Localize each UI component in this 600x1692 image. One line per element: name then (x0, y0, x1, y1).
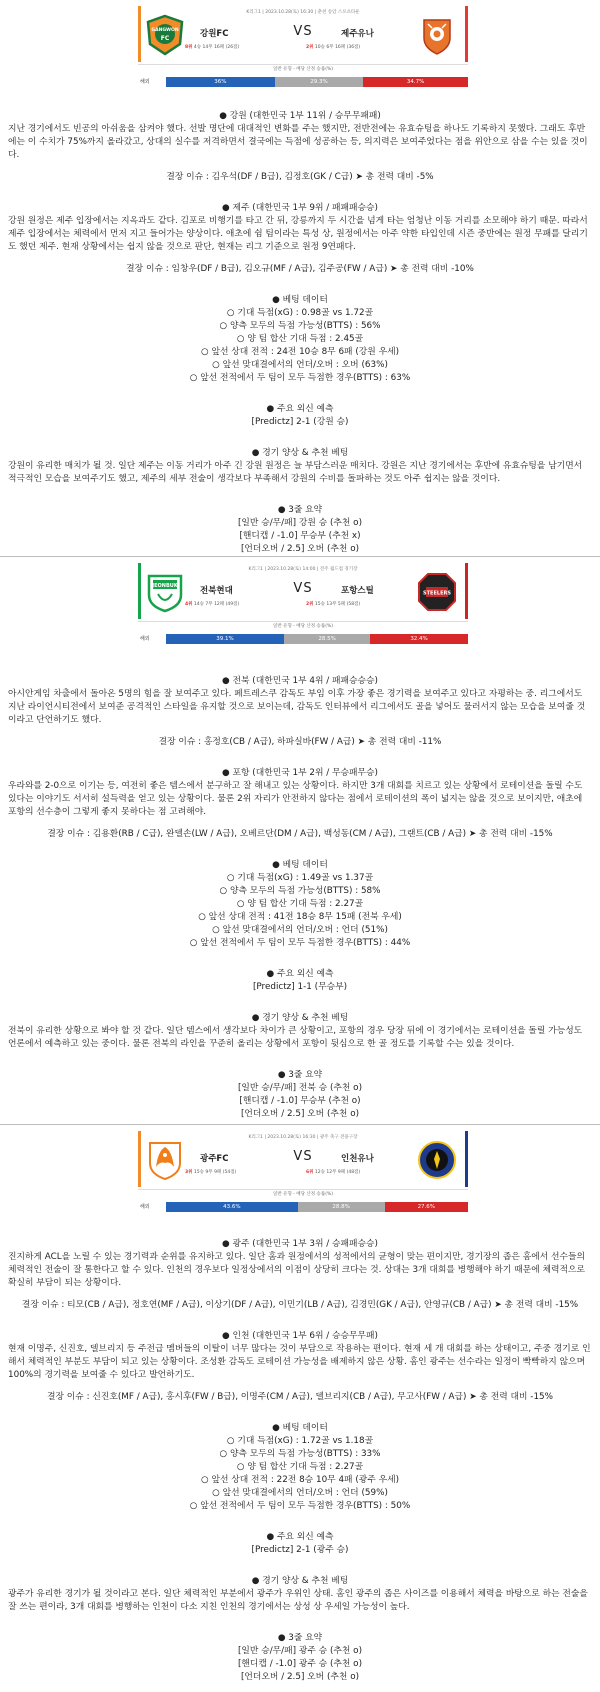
svg-text:STEELERS: STEELERS (423, 590, 451, 597)
draw-prob: 28.5% (284, 634, 370, 644)
jeju-logo-icon (416, 14, 458, 56)
prob-bars (166, 1202, 468, 1212)
jeonbuk-logo-icon (144, 571, 186, 613)
analysis-title: ● 경기 양상 & 추천 베팅 (251, 1013, 349, 1023)
svg-text:GANGWON: GANGWON (151, 28, 179, 33)
prediction-value: [Predictz] 2-1 (광주 승) (251, 1545, 349, 1555)
betting-item: ○ 양 팀 합산 기대 득점 : 2.27골 (236, 899, 364, 909)
away-title: ● 인천 (대한민국 1부 6위 / 승승무무패) (222, 1331, 378, 1341)
vs-label: VS (293, 1149, 313, 1164)
home-text: 진지하게 ACL을 노릴 수 있는 경기력과 순위를 유지하고 있다. 일단 홈과 원정에서의 성적에서의 균형이 맞는 편이지만, 경기장의 좁은 홈에서 선수들의 체력적인 전술이 잘 통한다고 할 수 있다. 인천의 경우보다 일정상에서의 이점이 상당히 크다는 것. 상대는 3개 대회를 병행해야 하기 때문에 체력적으로 확실히 부담이 되는 상황이다. (8, 1252, 586, 1288)
summary-item: [일반 승/무/패] 전북 승 (추천 o) (238, 1083, 362, 1093)
home-prob: 43.6% (166, 1202, 298, 1212)
home-prob: 39.1% (166, 634, 284, 644)
pohang-logo-icon (416, 571, 458, 613)
away-key-issue: 결장 이슈 : 김용환(RB / C급), 완델손(LW / A급), 오베르단(DM / A급), 백성동(CM / A급), 그랜트(CB / A급) ➤ 총 전력 대비 -15% (47, 829, 553, 839)
rate-header: 일반 유형 - 배당 산정 승률(%) (138, 621, 468, 629)
betting-item: ○ 기대 득점(xG) : 1.49골 vs 1.37골 (226, 873, 374, 883)
home-key-issue: 결장 이슈 : 김우석(DF / B급), 김정호(GK / C급) ➤ 총 전력 대비 -5% (166, 172, 434, 182)
prediction-value: [Predictz] 1-1 (무승부) (252, 982, 348, 992)
analysis-body: 광주가 유리한 경기가 될 것이라고 본다. 일단 체력적인 부분에서 광주가 우위인 상태. 홈인 광주의 좁은 사이즈를 이용해서 체력을 바탕으로 하는 전술을 잘 쓰는 편이라, 3개 대회를 병행하는 인천이 다소 지친 인천의 경기에서는 상성 상 우세일 가능성이 높다. (8, 1589, 588, 1612)
analysis-title: ● 경기 양상 & 추천 베팅 (251, 1576, 349, 1586)
away-team-name: 제주유나 (341, 29, 374, 39)
away-prob: 32.4% (370, 634, 468, 644)
svg-text:JEONBUK: JEONBUK (152, 583, 178, 589)
betting-title: ● 베팅 데이터 (272, 295, 328, 305)
home-key-issue: 결장 이슈 : 티모(CB / A급), 정호연(MF / A급), 이상기(DF / A급), 이민기(LB / A급), 김경민(GK / A급), 안영규(CB / A급) ➤ 총 전력 대비 -15% (21, 1300, 579, 1310)
analysis-text (8, 110, 592, 556)
analysis-title: ● 경기 양상 & 추천 베팅 (251, 448, 349, 458)
away-team-name: 인천유나 (341, 1154, 374, 1164)
rate-header: 일반 유형 - 배당 산정 승률(%) (138, 1189, 468, 1197)
summary-title: ● 3줄 요약 (277, 1070, 323, 1080)
betting-item: ○ 앞선 맞대결에서의 언더/오버 : 언더 (51%) (212, 925, 388, 935)
home-prob: 36% (166, 77, 275, 87)
betting-title: ● 베팅 데이터 (272, 1423, 328, 1433)
prediction-value: [Predictz] 2-1 (강원 승) (251, 417, 349, 427)
home-team-name: 강원FC (200, 29, 229, 39)
home-key-issue: 결장 이슈 : 홍정호(CB / A급), 하파실바(FW / A급) ➤ 총 전력 대비 -11% (158, 737, 442, 747)
summary-item: [핸디캡 / -1.0] 무승부 (추천 x) (239, 531, 361, 541)
away-title: ● 제주 (대한민국 1부 9위 / 패패패승승) (222, 203, 378, 213)
summary-title: ● 3줄 요약 (277, 1633, 323, 1643)
prob-bars (166, 77, 468, 87)
match-card (138, 6, 468, 96)
betting-item: ○ 앞선 전적에서 두 팀이 모두 득점한 경우(BTTS) : 44% (189, 938, 411, 948)
betting-item: ○ 양 팀 합산 기대 득점 : 2.27골 (236, 1462, 364, 1472)
match-section-2 (0, 557, 600, 1123)
away-rank: 2위 15승 13무 5패 (58점) (306, 602, 361, 607)
gangwon-logo-icon (144, 14, 186, 56)
match-meta: K리그1 | 2023.10.28(토) 16:30 | 춘천 송암 스포츠타운 (246, 10, 360, 15)
home-text: 지난 경기에서도 빈공의 아쉬움을 삼켜야 했다. 선발 명단에 대대적인 변화를 주는 했지만, 전반전에는 유효슈팅을 하나도 기록하지 못했다. 그래도 후반에는 이 수치가 75%까지 올라갔고, 상대의 실수를 저격하면서 결국에는 득점에 성공하는 등, 의지력은 보여주었다는 점을 위안으로 삼을 수는 있을 것이다. (8, 124, 588, 160)
away-text: 강원 원정은 제주 입장에서는 지옥과도 같다. 김포로 비행기를 타고 간 뒤, 강릉까지 두 시간을 넘게 타는 엄청난 이동 거리를 소모해야 하기 때문. 따라서 제주 입장에서는 체력에서 먼저 지고 들어가는 양상이다. 애초에 쉼 팀이라는 특성 상, 원정에서는 아주 약한 타입인데 시즌 중반에는 원정 무패를 달리기도 했던 제주. 현재 상황에서는 쉽지 않을 것으로 판단, 현재는 리그 기준으로 원정 9연패다. (8, 216, 588, 252)
match-card (138, 563, 468, 653)
betting-item: ○ 앞선 전적에서 두 팀이 모두 득점한 경우(BTTS) : 63% (189, 373, 411, 383)
betting-item: ○ 앞선 맞대결에서의 언더/오버 : 언더 (59%) (212, 1488, 388, 1498)
analysis-body: 전북이 유리한 상황으로 봐야 할 것 같다. 일단 템스에서 생각보다 차이가 큰 상황이고, 포항의 경우 당장 뒤에 이 경기에서는 로테이션을 돌릴 가능성도 언론에서 예측하고 있는 중이다. 물론 전북의 라인을 꾸준히 올리는 상황에서 포항이 뒷심으로 한 골 정도를 기록할 수는 있을 것이다. (8, 1026, 583, 1049)
away-text: 현재 이명주, 신진호, 델브리지 등 주전급 멤버들의 이탈이 너무 많다는 것이 부담으로 작용하는 편이다. 현재 세 개 대회를 하는 상태이고, 주중 경기로 인해서 체력적인 부분도 부담이 되고 있는 상황이다. 조성환 감독도 로테이션 가능성을 배제하지 않은 상황. 홈인 광주는 선수라는 일정이 빡빡하지 않으며 100%의 경기력을 보여줄 수 있다고 발언하기도. (8, 1344, 591, 1380)
betting-item: ○ 양측 모두의 득점 가능성(BTTS) : 58% (219, 886, 381, 896)
vs-label: VS (293, 24, 313, 39)
home-title: ● 광주 (대한민국 1부 3위 / 승패패승승) (222, 1239, 378, 1249)
prediction-title: ● 주요 외신 예측 (266, 969, 334, 979)
match-section-3 (0, 1125, 600, 1692)
betting-item: ○ 양측 모두의 득점 가능성(BTTS) : 33% (219, 1449, 381, 1459)
prob-label: 해외 (140, 636, 150, 642)
prediction-title: ● 주요 외신 예측 (266, 1532, 334, 1542)
betting-item: ○ 앞선 상대 전적 : 24전 10승 8무 6패 (강원 우세) (200, 347, 400, 357)
incheon-logo-icon (416, 1139, 458, 1181)
summary-item: [핸디캡 / -1.0] 무승부 (추천 o) (239, 1096, 361, 1106)
away-rank: 6위 12승 12무 9패 (48점) (306, 1170, 361, 1175)
analysis-text (8, 1238, 592, 1684)
away-prob: 34.7% (363, 77, 468, 87)
betting-item: ○ 양측 모두의 득점 가능성(BTTS) : 56% (219, 321, 381, 331)
probability-row (138, 1202, 468, 1212)
away-prob: 27.6% (385, 1202, 468, 1212)
match-card (138, 1131, 468, 1221)
away-title: ● 포항 (대한민국 1부 2위 / 무승패무승) (222, 768, 378, 778)
home-team-name: 전북현대 (200, 586, 233, 596)
summary-item: [언더오버 / 2.5] 오버 (추천 o) (240, 544, 360, 554)
summary-item: [핸디캡 / -1.0] 광주 승 (추천 o) (238, 1659, 362, 1669)
betting-item: ○ 기대 득점(xG) : 1.72골 vs 1.18골 (226, 1436, 374, 1446)
prob-label: 해외 (140, 1204, 150, 1210)
betting-item: ○ 기대 득점(xG) : 0.98골 vs 1.72골 (226, 308, 374, 318)
match-meta: K리그1 | 2023.10.28(토) 16:30 | 광주 축구 전용구장 (248, 1135, 358, 1140)
away-key-issue: 결장 이슈 : 임창우(DF / B급), 김오규(MF / A급), 김주공(FW / A급) ➤ 총 전력 대비 -10% (126, 264, 474, 274)
summary-item: [일반 승/무/패] 강원 승 (추천 o) (238, 518, 362, 528)
away-text: 우라와를 2-0으로 이기는 등, 여전히 좋은 템스에서 분구하고 잘 해내고 있는 상황이다. 하지만 3개 대회를 치르고 있는 상황에서 로테이션을 돌릴 수도 있다는 이야기도 서서히 설득력을 얻고 있는 상황이다. 물론 2위 자리가 안전하지 않다는 점에서 로테이션의 폭이 넓지는 않을 것으로 보이지만, 애초에 포항의 선수층이 그렇게 좋지 못하다는 점 고려해야. (8, 781, 583, 817)
summary-item: [일반 승/무/패] 광주 승 (추천 o) (238, 1646, 362, 1656)
summary-item: [언더오버 / 2.5] 오버 (추천 o) (240, 1672, 360, 1682)
home-title: ● 강원 (대한민국 1부 11위 / 승무무패패) (219, 111, 381, 121)
home-text: 아시안게임 차출에서 돌아온 5명의 힘을 잘 보여주고 있다. 페트레스쿠 감독도 부임 이후 가장 좋은 경기력을 보여주고 있다고 자평하는 중. 리그에서도 지난 라이언시티전에서 보여준 공격적인 스타일을 유지할 것으로 보이는데, 감독도 인터뷰에서 리그에서도 골을 넣어도 물러서지 않는 모습을 보여줄 것이라고 단언하기도 했다. (8, 689, 586, 725)
betting-item: ○ 앞선 상대 전적 : 22전 8승 10무 4패 (광주 우세) (200, 1475, 400, 1485)
probability-row (138, 634, 468, 644)
rate-header: 일반 유형 - 배당 산정 승률(%) (138, 64, 468, 72)
summary-title: ● 3줄 요약 (277, 505, 323, 515)
betting-item: ○ 앞선 상대 전적 : 41전 18승 8무 15패 (전북 우세) (198, 912, 402, 922)
betting-item: ○ 양 팀 합산 기대 득점 : 2.45골 (236, 334, 364, 344)
betting-title: ● 베팅 데이터 (272, 860, 328, 870)
away-rank: 2위 10승 6무 16패 (36점) (306, 45, 361, 50)
analysis-text (8, 675, 592, 1121)
away-key-issue: 결장 이슈 : 신진호(MF / A급), 홍시후(FW / B급), 이명주(CM / A급), 델브리지(CB / A급), 무고사(FW / A급) ➤ 총 전력 대비 -15% (46, 1392, 554, 1402)
probability-row (138, 77, 468, 87)
match-meta: K리그1 | 2023.10.28(토) 14:00 | 전주 월드컵 경기장 (248, 567, 358, 572)
vs-label: VS (293, 581, 313, 596)
home-rank: 8위 4승 14무 16패 (26점) (185, 45, 240, 50)
svg-text:FC: FC (160, 35, 170, 42)
prob-bars (166, 634, 468, 644)
prob-label: 해외 (140, 79, 150, 85)
draw-prob: 29.3% (275, 77, 363, 87)
match-section-1 (0, 0, 600, 555)
home-rank: 3위 15승 9무 9패 (54점) (185, 1170, 237, 1175)
home-team-name: 광주FC (200, 1154, 229, 1164)
draw-prob: 28.8% (298, 1202, 385, 1212)
home-title: ● 전북 (대한민국 1부 4위 / 패패승승승) (222, 676, 378, 686)
betting-item: ○ 앞선 전적에서 두 팀이 모두 득점한 경우(BTTS) : 50% (189, 1501, 411, 1511)
gwangju-logo-icon (144, 1139, 186, 1181)
summary-item: [언더오버 / 2.5] 오버 (추천 o) (240, 1109, 360, 1119)
away-team-name: 포항스틸 (341, 586, 374, 596)
analysis-body: 강원이 유리한 매치가 될 것. 일단 제주는 이동 거리가 아주 긴 강원 원정은 늘 부담스러운 매치다. 강원은 지난 경기에서는 후반에 유효슈팅을 남기면서 적극적인 모습을 보여주기도 했고, 제주의 세부 전술이 생각보다 부족해서 강원의 수비를 돌파하는 것도 아주 쉽지는 않을 것이다. (8, 461, 583, 484)
betting-item: ○ 앞선 맞대결에서의 언더/오버 : 오버 (63%) (212, 360, 388, 370)
prediction-title: ● 주요 외신 예측 (266, 404, 334, 414)
home-rank: 4위 14승 7무 12패 (49점) (185, 602, 240, 607)
